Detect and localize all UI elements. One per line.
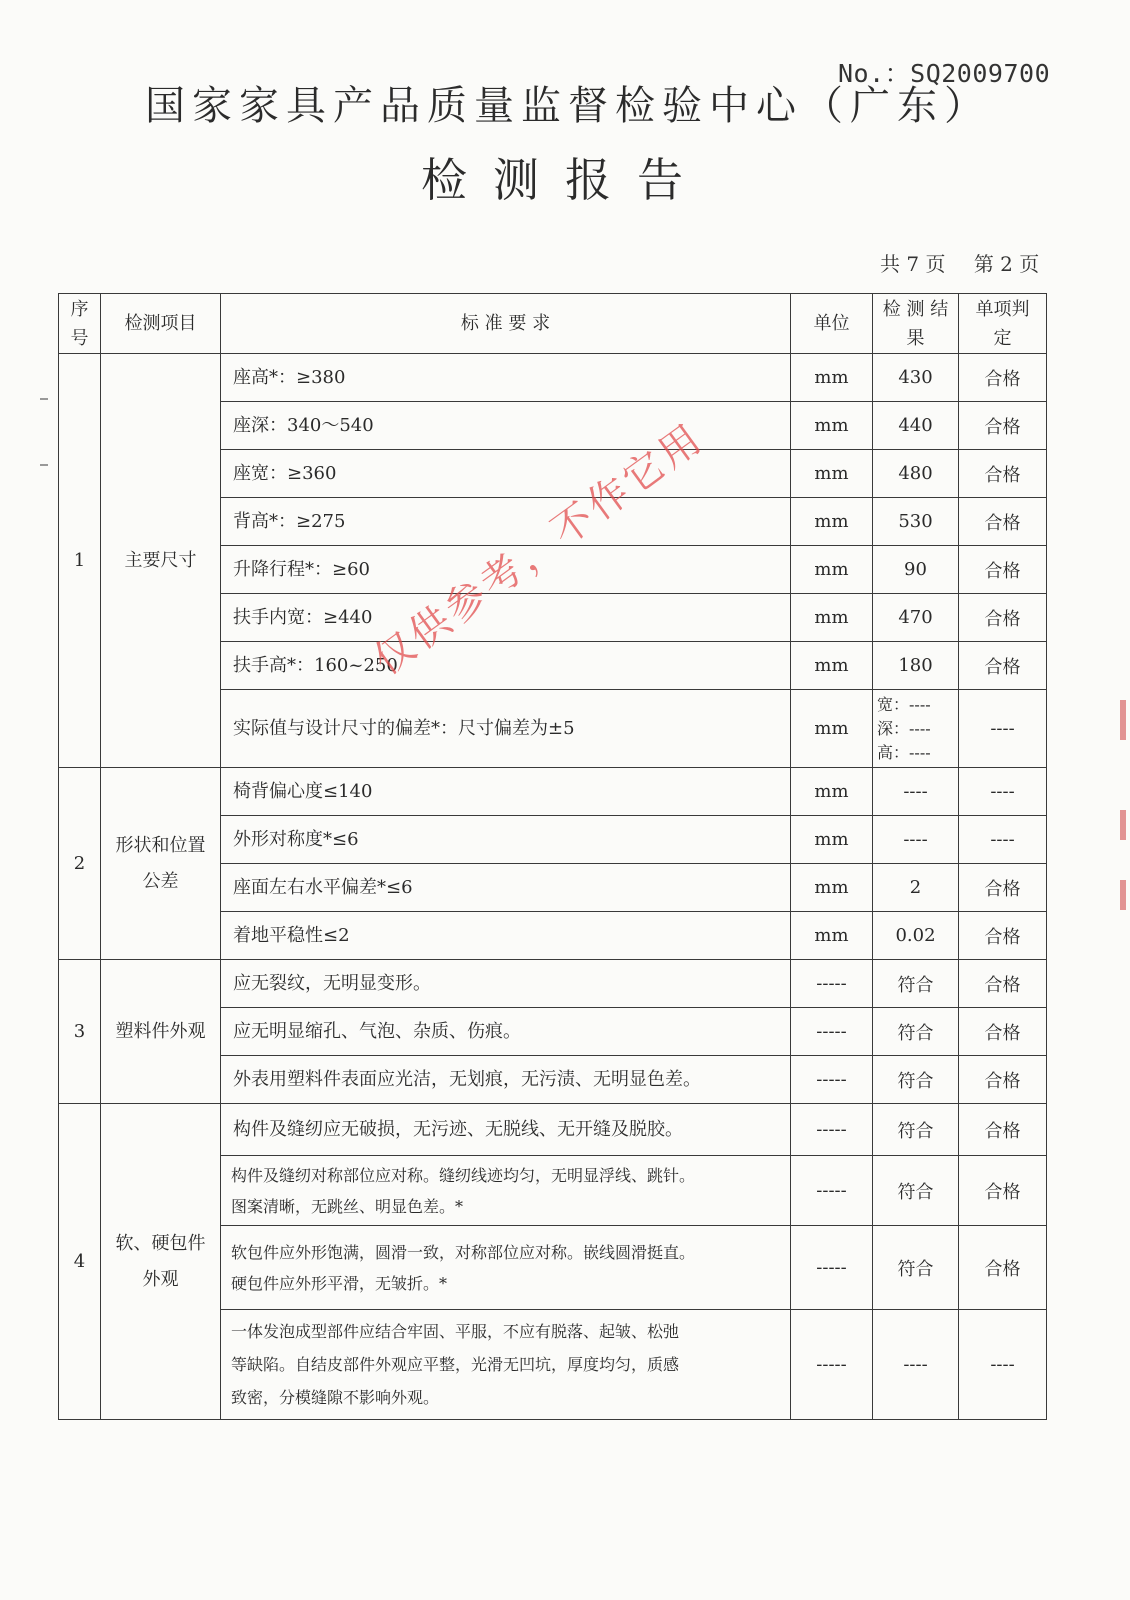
requirement-cell: 座深：340～540	[221, 402, 791, 450]
table-row	[59, 768, 1047, 816]
requirement-cell: 扶手内宽：≥440	[221, 594, 791, 642]
requirement-line: 一体发泡成型部件应结合牢固、平服，不应有脱落、起皱、松弛	[231, 1322, 680, 1341]
unit-cell: mm	[791, 768, 873, 816]
result-line: 宽：----	[877, 694, 931, 714]
header-seq: 序号	[59, 294, 101, 354]
header-standard: 标 准 要 求	[221, 294, 791, 354]
table-body	[59, 354, 1047, 1420]
requirement-cell	[221, 1156, 791, 1226]
unit-cell: mm	[791, 354, 873, 402]
requirement-line: 图案清晰，无跳丝、明显色差。*	[231, 1196, 464, 1216]
verdict-cell: 合格	[959, 912, 1047, 960]
requirement-cell: 座高*：≥380	[221, 354, 791, 402]
requirement-cell: 座宽：≥360	[221, 450, 791, 498]
unit-cell: -----	[791, 960, 873, 1008]
table-row	[59, 960, 1047, 1008]
document-title: 检测报告	[421, 153, 709, 207]
verdict-cell: 合格	[959, 1008, 1047, 1056]
header-result: 检 测 结 果	[873, 294, 959, 354]
unit-cell: mm	[791, 690, 873, 768]
page-count	[880, 248, 1045, 277]
unit-cell: -----	[791, 1008, 873, 1056]
stamp-edge	[1120, 700, 1126, 740]
verdict-cell: ----	[959, 816, 1047, 864]
result-line: 高：----	[877, 742, 931, 762]
result-cell: 符合	[873, 1056, 959, 1104]
reference-watermark: 仅供参考，不作它用	[365, 414, 713, 685]
unit-cell: mm	[791, 816, 873, 864]
requirement-cell: 着地平稳性≤2	[221, 912, 791, 960]
result-line: 深：----	[877, 718, 931, 738]
margin-tick	[40, 464, 48, 466]
verdict-cell: 合格	[959, 864, 1047, 912]
page-current: 第 2 页	[973, 252, 1040, 276]
verdict-cell: 合格	[959, 1156, 1047, 1226]
group-seq: 3	[59, 960, 101, 1104]
verdict-cell: 合格	[959, 354, 1047, 402]
requirement-cell	[221, 1310, 791, 1420]
requirement-line: 构件及缝纫对称部位应对称。缝纫线迹均匀，无明显浮线、跳针。	[231, 1165, 696, 1185]
table-row	[59, 354, 1047, 402]
requirement-cell: 外表用塑料件表面应光洁，无划痕，无污渍、无明显色差。	[221, 1056, 791, 1104]
organization-title: 国家家具产品质量监督检验中心（广东）	[145, 83, 991, 129]
result-cell: ----	[873, 816, 959, 864]
verdict-cell: 合格	[959, 1104, 1047, 1156]
result-cell: 430	[873, 354, 959, 402]
group-seq: 4	[59, 1104, 101, 1420]
unit-cell: mm	[791, 450, 873, 498]
result-cell: 符合	[873, 1008, 959, 1056]
result-cell: ----	[873, 768, 959, 816]
page-total: 共 7 页	[880, 252, 946, 276]
requirement-line: 等缺陷。自结皮部件外观应平整，光滑无凹坑，厚度均匀，质感	[231, 1355, 680, 1374]
result-cell: 符合	[873, 1156, 959, 1226]
group-seq: 1	[59, 354, 101, 768]
requirement-line: 致密，分模缝隙不影响外观。	[231, 1388, 440, 1407]
requirement-line: 软包件应外形饱满，圆滑一致，对称部位应对称。嵌线圆滑挺直。	[231, 1242, 696, 1262]
unit-cell: mm	[791, 912, 873, 960]
verdict-cell: 合格	[959, 960, 1047, 1008]
result-cell: 90	[873, 546, 959, 594]
result-cell: 符合	[873, 1104, 959, 1156]
unit-cell: mm	[791, 402, 873, 450]
verdict-cell: ----	[959, 690, 1047, 768]
verdict-cell: ----	[959, 1310, 1047, 1420]
verdict-cell: 合格	[959, 402, 1047, 450]
result-cell: 440	[873, 402, 959, 450]
unit-cell: mm	[791, 594, 873, 642]
margin-tick	[40, 398, 48, 400]
group-item: 主要尺寸	[101, 354, 221, 768]
header-verdict: 单项判定	[959, 294, 1047, 354]
stamp-edge	[1120, 880, 1126, 910]
requirement-cell: 应无裂纹，无明显变形。	[221, 960, 791, 1008]
header-item: 检测项目	[101, 294, 221, 354]
result-cell	[873, 690, 959, 768]
result-cell: 符合	[873, 960, 959, 1008]
unit-cell: -----	[791, 1226, 873, 1310]
result-cell: 480	[873, 450, 959, 498]
verdict-cell: 合格	[959, 498, 1047, 546]
result-cell: 2	[873, 864, 959, 912]
result-cell: 0.02	[873, 912, 959, 960]
verdict-cell: 合格	[959, 450, 1047, 498]
group-item: 形状和位置公差	[101, 768, 221, 960]
requirement-cell: 实际值与设计尺寸的偏差*：尺寸偏差为±5	[221, 690, 791, 768]
unit-cell: -----	[791, 1310, 873, 1420]
verdict-cell: 合格	[959, 594, 1047, 642]
group-item: 塑料件外观	[101, 960, 221, 1104]
verdict-cell: ----	[959, 768, 1047, 816]
requirement-cell: 座面左右水平偏差*≤6	[221, 864, 791, 912]
result-cell: 180	[873, 642, 959, 690]
result-cell: 符合	[873, 1226, 959, 1310]
requirement-cell: 升降行程*：≥60	[221, 546, 791, 594]
unit-cell: mm	[791, 864, 873, 912]
verdict-cell: 合格	[959, 546, 1047, 594]
unit-cell: mm	[791, 498, 873, 546]
unit-cell: mm	[791, 546, 873, 594]
unit-cell: -----	[791, 1156, 873, 1226]
unit-cell: -----	[791, 1056, 873, 1104]
result-cell: 470	[873, 594, 959, 642]
verdict-cell: 合格	[959, 1226, 1047, 1310]
result-cell: ----	[873, 1310, 959, 1420]
test-results-table	[58, 293, 1047, 1420]
requirement-line: 硬包件应外形平滑，无皱折。*	[231, 1273, 448, 1293]
header-unit: 单位	[791, 294, 873, 354]
table-header-row	[59, 294, 1047, 354]
table-row	[59, 1104, 1047, 1156]
requirement-cell: 构件及缝纫应无破损，无污迹、无脱线、无开缝及脱胶。	[221, 1104, 791, 1156]
requirement-cell: 应无明显缩孔、气泡、杂质、伤痕。	[221, 1008, 791, 1056]
stamp-edge	[1120, 810, 1126, 840]
requirement-cell: 扶手高*：160~250	[221, 642, 791, 690]
unit-cell: -----	[791, 1104, 873, 1156]
verdict-cell: 合格	[959, 642, 1047, 690]
group-seq: 2	[59, 768, 101, 960]
unit-cell: mm	[791, 642, 873, 690]
verdict-cell: 合格	[959, 1056, 1047, 1104]
result-cell: 530	[873, 498, 959, 546]
report-number: No.：SQ2009700	[838, 59, 1051, 88]
requirement-cell: 外形对称度*≤6	[221, 816, 791, 864]
requirement-cell: 背高*：≥275	[221, 498, 791, 546]
group-item: 软、硬包件外观	[101, 1104, 221, 1420]
requirement-cell: 椅背偏心度≤140	[221, 768, 791, 816]
requirement-cell	[221, 1226, 791, 1310]
